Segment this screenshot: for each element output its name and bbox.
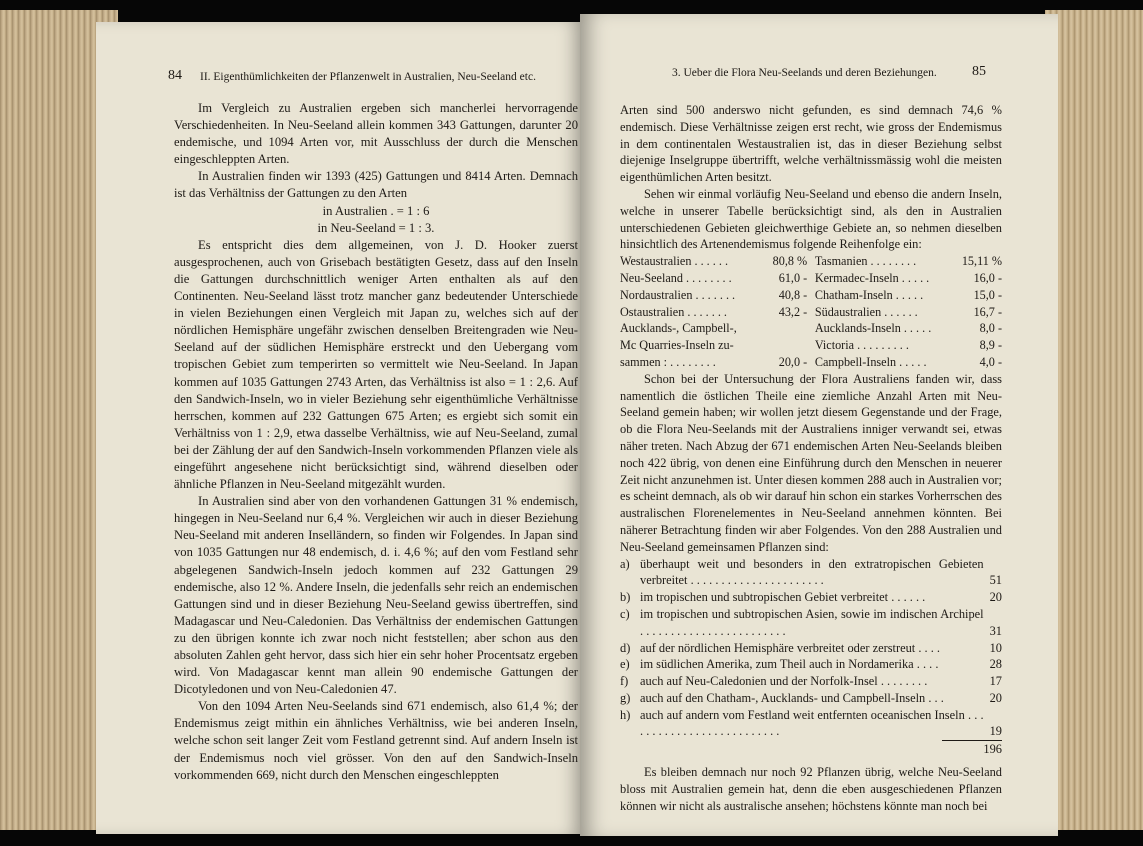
- paragraph: Arten sind 500 anderswo nicht gefunden, es sind demnach 74,6 % endemisch. Diese Verhältnisse zeigen erst recht, wie gross der Endemismus in dem continentalen Westaustralien ist, das in dieser Beziehung selbst diejenige Inselgruppe übertrifft, welche verhältnissmässig wohl die meisten eigenthümlichen Arten besitzt.: [620, 103, 1002, 185]
- table-region-name: Victoria . . . . . . . . .: [814, 338, 909, 353]
- table-region-value: 80,8 %: [772, 254, 808, 269]
- ratio-line: in Neu-Seeland = 1 : 3.: [317, 220, 435, 235]
- list-item: [620, 556, 1002, 590]
- list-item: [620, 640, 1002, 657]
- left-body: [174, 100, 578, 784]
- list-value: 10: [989, 640, 1002, 655]
- table-region-name: Aucklands-Inseln . . . . .: [814, 321, 932, 336]
- list-text: im tropischen und subtropischen Gebiet verbreitet . . . . . .: [640, 590, 926, 605]
- list-item: [620, 656, 1002, 673]
- table-row: [620, 304, 807, 321]
- list-item: [620, 606, 1002, 640]
- table-region-name: Campbell-Inseln . . . . .: [814, 354, 927, 369]
- list-text: auf der nördlichen Hemisphäre verbreitet oder zerstreut . . . .: [640, 640, 941, 655]
- right-running-head: 3. Ueber die Flora Neu-Seelands und deren Beziehungen.: [672, 67, 937, 79]
- list-body: [640, 640, 1002, 657]
- endemism-table: [620, 253, 1002, 371]
- list-text: im südlichen Amerika, zum Theil auch in Nordamerika . . . .: [640, 657, 939, 672]
- table-region-name: Mc Quarries-Inseln zu-: [620, 338, 734, 353]
- table-column-left: [620, 253, 807, 371]
- table-region-name: Ostaustralien . . . . . . .: [620, 304, 727, 319]
- table-region-value: 61,0 -: [778, 270, 808, 285]
- table-region-value: 4,0 -: [979, 354, 1002, 369]
- list-value: 28: [989, 657, 1002, 672]
- list-value: 31: [989, 623, 1002, 638]
- left-page: [96, 22, 582, 834]
- list-value: 17: [989, 674, 1002, 689]
- table-row: [815, 270, 1002, 287]
- list-marker: a): [620, 556, 630, 571]
- paragraph: Es entspricht dies dem allgemeinen, von J. D. Hooker zuerst ausgesprochenen, auch von Grisebach bestätigten Gesetz, dass auf den Inseln die Gattungen durchschnittlich weniger Arten enthalten als auf den Continenten. Neu-Seeland lässt trotz mancher ganz bedeutender Unterschiede in vielen Beziehungen einen Vergleich mit Japan zu, welches sich auf der nördlichen Hemisphäre ungefähr zwischen denselben Breitengraden wie Neu-Seeland auf der südlichen Hemisphäre erstreckt und den Uebergang vom tropischen Gebiet zum temperirten so vermittelt wie Neu-Seeland. In Japan kommen auf 1035 Gattungen 2743 Arten, das Verhältniss ist also = 1 : 2,6. Auf den Sandwich-Inseln, wo in vieler Beziehung sehr eigenthümliche Verhältnisse herrschen, kommen auf 232 Gattungen 675 Arten; es ergiebt sich somit ein Verhältniss von 1 : 2,9, etwa dasselbe Verhältniss, wie auf Neu-Seeland, zumal bei der Zählung der auf den Sandwich-Inseln vorkommenden Pflanzen viele als eingeführt angesehene nicht berücksichtigt sind, während dieselben oder ähnliche Pflanzen in Neu-Seeland mitgezählt wurden.: [174, 237, 578, 492]
- list-item: [620, 690, 1002, 707]
- left-page-number: 84: [168, 68, 182, 83]
- table-region-name: Kermadec-Inseln . . . . .: [814, 270, 930, 285]
- list-item: [620, 589, 1002, 606]
- paragraph: In Australien sind aber von den vorhandenen Gattungen 31 % endemisch, hingegen in Neu-Seeland nur 6,4 %. Vergleichen wir auch in dieser Beziehung Neu-Seeland mit anderen Inselländern, so finden wir Folgendes. In Japan sind von 1035 Gattungen nur 48 endemisch, d. i. 4,6 %; auf den vom Festland sehr abgelegenen Sandwich-Inseln jedoch kommen auf 232 Gattungen 29 endemische, also 12 %. Andere Inseln, die jedenfalls sehr reich an endemischen Gattungen sind und in dieser Beziehung Neu-Seeland gewiss übertreffen, sind Madagascar und Neu-Caledonien. Das Verhältniss der endemischen Gattungen zu den übrigen konnte ich zwar noch nicht feststellen; aber schon aus den absoluten Zahlen geht hervor, dass sich hier ein sehr hoher Procentsatz ergeben wird. Von Madagascar kennt man allein 90 endemische Gattungen der Dicotyledonen und von Neu-Caledonien 47.: [174, 494, 578, 697]
- table-region-value: 20,0 -: [778, 354, 808, 369]
- list-value: 20: [989, 590, 1002, 605]
- table-row: [620, 253, 807, 270]
- table-region-name: Neu-Seeland . . . . . . . .: [620, 270, 732, 285]
- paragraph: Schon bei der Untersuchung der Flora Australiens fanden wir, dass namentlich die östlichen Theile eine ziemliche Anzahl Arten mit Neu-Seeland gemein haben; wir wollen jetzt diesem Gegenstande und der Frage, ob die Flora Neu-Seelands mit der Australiens inniger verwandt sei, etwas näher treten. Nach Abzug der 671 endemischen Arten Neu-Seelands bleiben noch 422 übrig, von denen eine Einführung durch den Menschen in neuerer Zeit nicht anzunehmen ist. Unter diesen kommen 288 auch in Australien vor; es scheint demnach, als ob wir darauf hin schon ein starkes Vorherrschen des australischen Florenelementes in Neu-Seeland annehmen könnten. Bei näherer Betrachtung finden wir aber Folgendes. Von den 288 Australien und Neu-Seeland gemeinsamen Pflanzen sind:: [620, 371, 1002, 554]
- list-text: auch auf Neu-Caledonien und der Norfolk-Insel . . . . . . . .: [640, 674, 928, 689]
- table-region-name: sammen : . . . . . . . .: [620, 354, 716, 369]
- list-text: auch auf den Chatham-, Aucklands- und Campbell-Inseln . . .: [640, 690, 944, 705]
- table-region-name: Südaustralien . . . . . .: [814, 304, 918, 319]
- table-region-value: 43,2 -: [778, 304, 808, 319]
- table-region-value: 8,9 -: [979, 338, 1002, 353]
- list-marker: f): [620, 674, 629, 689]
- table-column-right: [815, 253, 1002, 371]
- list-item: [620, 673, 1002, 690]
- list-body: [640, 606, 1002, 640]
- list-body: [640, 589, 1002, 606]
- right-body: [620, 102, 1002, 814]
- species-list: [620, 556, 1002, 741]
- table-row: [620, 287, 807, 304]
- table-region-name: Tasmanien . . . . . . . .: [814, 254, 917, 269]
- left-header: [96, 68, 582, 84]
- list-marker: d): [620, 640, 631, 655]
- table-region-name: Aucklands-, Campbell-,: [620, 321, 737, 336]
- paragraph: In Australien finden wir 1393 (425) Gattungen und 8414 Arten. Demnach ist das Verhältniss der Gattungen zu den Arten: [174, 169, 578, 201]
- paragraph: Von den 1094 Arten Neu-Seelands sind 671 endemisch, also 61,4 %; der Endemismus zeigt mithin ein ähnliches Verhältniss, wie bei anderen Inseln, welche schon seit langer Zeit vom Festland getrennt sind. Auf andern Inseln ist der Endemismus noch viel grösser. Von den auf den Sandwich-Inseln vorkommenden 669, nicht durch den Menschen eingeschleppten: [174, 699, 578, 782]
- table-region-value: 15,0 -: [973, 287, 1002, 302]
- list-marker: g): [620, 690, 631, 705]
- table-row: [620, 320, 807, 337]
- table-region-value: 16,7 -: [973, 304, 1002, 319]
- table-region-value: 40,8 -: [778, 287, 808, 302]
- list-marker: e): [620, 657, 630, 672]
- table-row: [620, 354, 807, 371]
- paragraph: Im Vergleich zu Australien ergeben sich mancherlei hervorragende Verschiedenheiten. In Neu-Seeland allein kommen 343 Gattungen, darunter 20 endemische, und 1094 Arten vor, mit Ausschluss der durch die Menschen eingeschleppten Arten.: [174, 101, 578, 167]
- table-row: [815, 253, 1002, 270]
- table-row: [815, 287, 1002, 304]
- list-value: 20: [989, 690, 1002, 705]
- left-running-head: II. Eigenthümlichkeiten der Pflanzenwelt in Australien, Neu-Seeland etc.: [200, 71, 536, 83]
- table-row: [815, 320, 1002, 337]
- list-body: [640, 556, 1002, 590]
- list-value: 19: [989, 724, 1002, 739]
- book-edge-right: [1045, 10, 1143, 830]
- list-body: [640, 690, 1002, 707]
- ratio-line: in Australien . = 1 : 6: [322, 203, 430, 218]
- paragraph: Sehen wir einmal vorläufig Neu-Seeland und ebenso die andern Inseln, welche in unserer Tabelle berücksichtigt sind, als den in Australien unterschiedenen Gebieten gleichwerthige Gebiete an, so nehmen dieselben hinsichtlich des Artenendemismus folgende Reihenfolge ein:: [620, 186, 1002, 252]
- table-row: [620, 270, 807, 287]
- list-marker: b): [620, 590, 631, 605]
- list-marker: h): [620, 707, 631, 722]
- list-total: 196: [942, 740, 1002, 758]
- table-row: [815, 304, 1002, 321]
- table-region-value: 15,11 %: [961, 254, 1002, 269]
- right-page: [580, 14, 1058, 836]
- table-row: [815, 354, 1002, 371]
- right-page-number: 85: [972, 64, 986, 79]
- list-body: [640, 656, 1002, 673]
- list-body: [640, 707, 1002, 741]
- list-body: [640, 673, 1002, 690]
- paragraph: Es bleiben demnach nur noch 92 Pflanzen übrig, welche Neu-Seeland bloss mit Australien gemein hat, denn die eben ausgeschiedenen Pflanzen können wir nicht als australische ansehen; höchstens könnte man noch bei: [620, 765, 1002, 813]
- list-text: im tropischen und subtropischen Asien, sowie im indischen Archipel . . . . . . . . . . . . . . . . . . . . . . . .: [640, 606, 984, 638]
- table-region-name: Westaustralien . . . . . .: [620, 254, 729, 269]
- list-text: auch auf andern vom Festland weit entfernten oceanischen Inseln . . . . . . . . . . . . . . . . . . . . . . . . . .: [640, 707, 984, 739]
- table-region-value: 16,0 -: [973, 270, 1002, 285]
- table-region-value: 8,0 -: [979, 321, 1002, 336]
- list-item: [620, 707, 1002, 741]
- table-row: [815, 337, 1002, 354]
- list-text: überhaupt weit und besonders in den extratropischen Gebieten verbreitet . . . . . . . . . . . . . . . . . . . . . .: [640, 556, 984, 588]
- list-marker: c): [620, 606, 630, 621]
- table-region-name: Chatham-Inseln . . . . .: [814, 287, 924, 302]
- table-row: [620, 337, 807, 354]
- table-region-name: Nordaustralien . . . . . . .: [620, 287, 736, 302]
- right-header: [580, 64, 1058, 80]
- list-value: 51: [989, 573, 1002, 588]
